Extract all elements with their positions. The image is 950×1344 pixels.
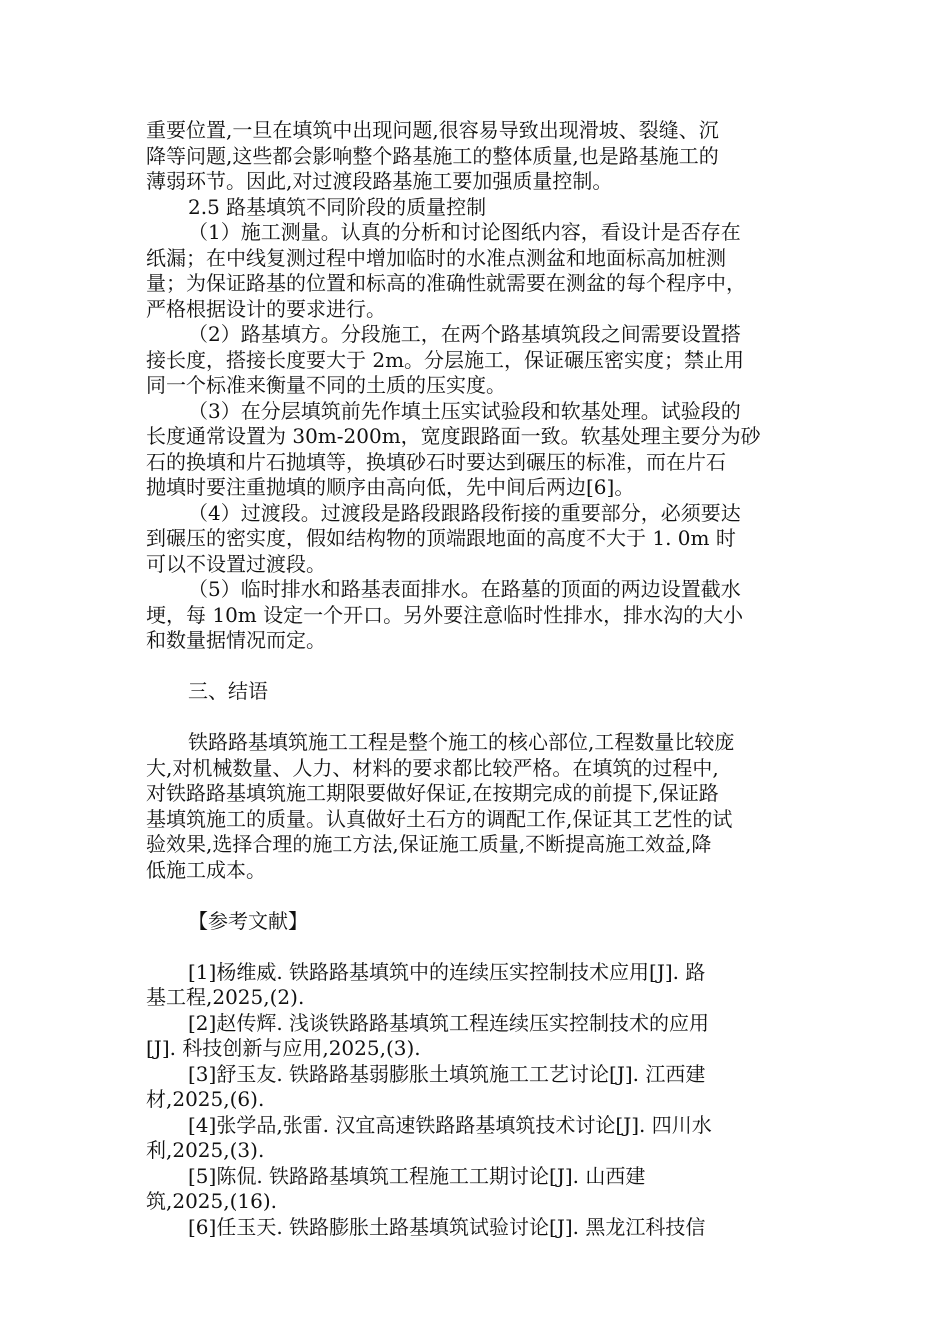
- references-list: [146, 960, 806, 1241]
- spacer: [146, 705, 806, 731]
- spacer: [146, 654, 806, 680]
- paragraph-line: 严格根据设计的要求进行。: [146, 296, 386, 321]
- paragraph-line: （2）路基填方。分段施工，在两个路基填筑段之间需要设置搭: [188, 322, 741, 346]
- reference-line: 利,2025,(3).: [146, 1138, 265, 1162]
- paragraph-line: 量；为保证路基的位置和标高的准确性就需要在测盆的每个程序中，: [146, 271, 746, 295]
- reference-line: [5]陈侃. 铁路路基填筑工程施工工期讨论[J]. 山西建: [188, 1163, 646, 1188]
- item-drainage: [146, 577, 806, 654]
- item-construction-survey: [146, 220, 806, 322]
- reference-item: [146, 1062, 806, 1113]
- paragraph-line: （5）临时排水和路基表面排水。在路墓的顶面的两边设置截水: [188, 577, 741, 601]
- reference-item: [146, 1011, 806, 1062]
- paragraph-line: 铁路路基填筑施工工程是整个施工的核心部位,工程数量比较庞: [188, 730, 735, 754]
- paragraph-line: 抛填时要注重抛填的顺序由高向低，先中间后两边[6]。: [146, 475, 635, 499]
- section-heading-conclusion: 三、结语: [188, 679, 268, 703]
- paragraph-line: 大,对机械数量、人力、材料的要求都比较严格。在填筑的过程中,: [146, 755, 719, 780]
- intro-paragraph: [146, 118, 806, 195]
- item-transition-section: [146, 501, 806, 578]
- paragraph-line: 埂，每 10m 设定一个开口。另外要注意临时性排水，排水沟的大小: [146, 602, 744, 627]
- paragraph-line: 长度通常设置为 30m-200m，宽度跟路面一致。软基处理主要分为砂: [146, 424, 761, 448]
- reference-line: [4]张学品,张雷. 汉宜高速铁路路基填筑技术讨论[J]. 四川水: [188, 1112, 712, 1137]
- reference-item: [146, 1113, 806, 1164]
- conclusion-paragraph: [146, 730, 806, 883]
- section-heading-2-5: 2.5 路基填筑不同阶段的质量控制: [188, 194, 487, 219]
- paragraph-line: 重要位置,一旦在填筑中出现问题,很容易导致出现滑坡、裂缝、沉: [146, 118, 719, 142]
- reference-line: [2]赵传辉. 浅谈铁路路基填筑工程连续压实控制技术的应用: [188, 1010, 710, 1035]
- paragraph-line: 降等问题,这些都会影响整个路基施工的整体质量,也是路基施工的: [146, 143, 719, 168]
- reference-line: 材,2025,(6).: [146, 1087, 265, 1111]
- references-heading: 【参考文献】: [188, 908, 308, 933]
- reference-line: [3]舒玉友. 铁路路基弱膨胀土填筑施工工艺讨论[J]. 江西建: [188, 1061, 706, 1086]
- paragraph-line: 验效果,选择合理的施工方法,保证施工质量,不断提高施工效益,降: [146, 832, 712, 856]
- reference-item: [146, 960, 806, 1011]
- paragraph-line: （1）施工测量。认真的分析和讨论图纸内容，看设计是否存在: [188, 220, 741, 244]
- paragraph-line: 石的换填和片石抛填等，换填砂石时要达到碾压的标准，而在片石: [146, 449, 726, 474]
- reference-line: 筑,2025,(16).: [146, 1189, 278, 1213]
- paragraph-line: 薄弱环节。因此,对过渡段路基施工要加强质量控制。: [146, 169, 613, 193]
- paragraph-line: 对铁路路基填筑施工期限要做好保证,在按期完成的前提下,保证路: [146, 781, 719, 805]
- reference-line: [J]. 科技创新与应用,2025,(3).: [146, 1036, 421, 1060]
- item-subgrade-fill: [146, 322, 806, 399]
- reference-line: [6]任玉天. 铁路膨胀土路基填筑试验讨论[J]. 黑龙江科技信: [188, 1214, 706, 1239]
- spacer: [146, 883, 806, 909]
- paragraph-line: 同一个标准来衡量不同的土质的压实度。: [146, 373, 506, 397]
- reference-item: [146, 1215, 806, 1241]
- paragraph-line: 和数量据情况而定。: [146, 628, 326, 652]
- paragraph-line: 可以不设置过渡段。: [146, 551, 326, 576]
- spacer: [146, 934, 806, 960]
- reference-line: 基工程,2025,(2).: [146, 985, 305, 1009]
- paragraph-line: （3）在分层填筑前先作填土压实试验段和软基处理。试验段的: [188, 398, 741, 423]
- item-test-section: [146, 399, 806, 501]
- paragraph-line: 低施工成本。: [146, 857, 266, 882]
- paragraph-line: 接长度，搭接长度要大于 2m。分层施工，保证碾压密实度；禁止用: [146, 347, 745, 372]
- paragraph-line: 到碾压的密实度，假如结构物的顶端跟地面的高度不大于 1. 0m 时: [146, 526, 736, 550]
- paragraph-line: 基填筑施工的质量。认真做好土石方的调配工作,保证其工艺性的试: [146, 806, 733, 831]
- document-page: [146, 118, 806, 1240]
- reference-item: [146, 1164, 806, 1215]
- paragraph-line: （4）过渡段。过渡段是路段跟路段衔接的重要部分，必须要达: [188, 500, 741, 525]
- reference-line: [1]杨维威. 铁路路基填筑中的连续压实控制技术应用[J]. 路: [188, 959, 706, 984]
- paragraph-line: 纸漏；在中线复测过程中增加临时的水准点测盆和地面标高加桩测: [146, 245, 726, 270]
